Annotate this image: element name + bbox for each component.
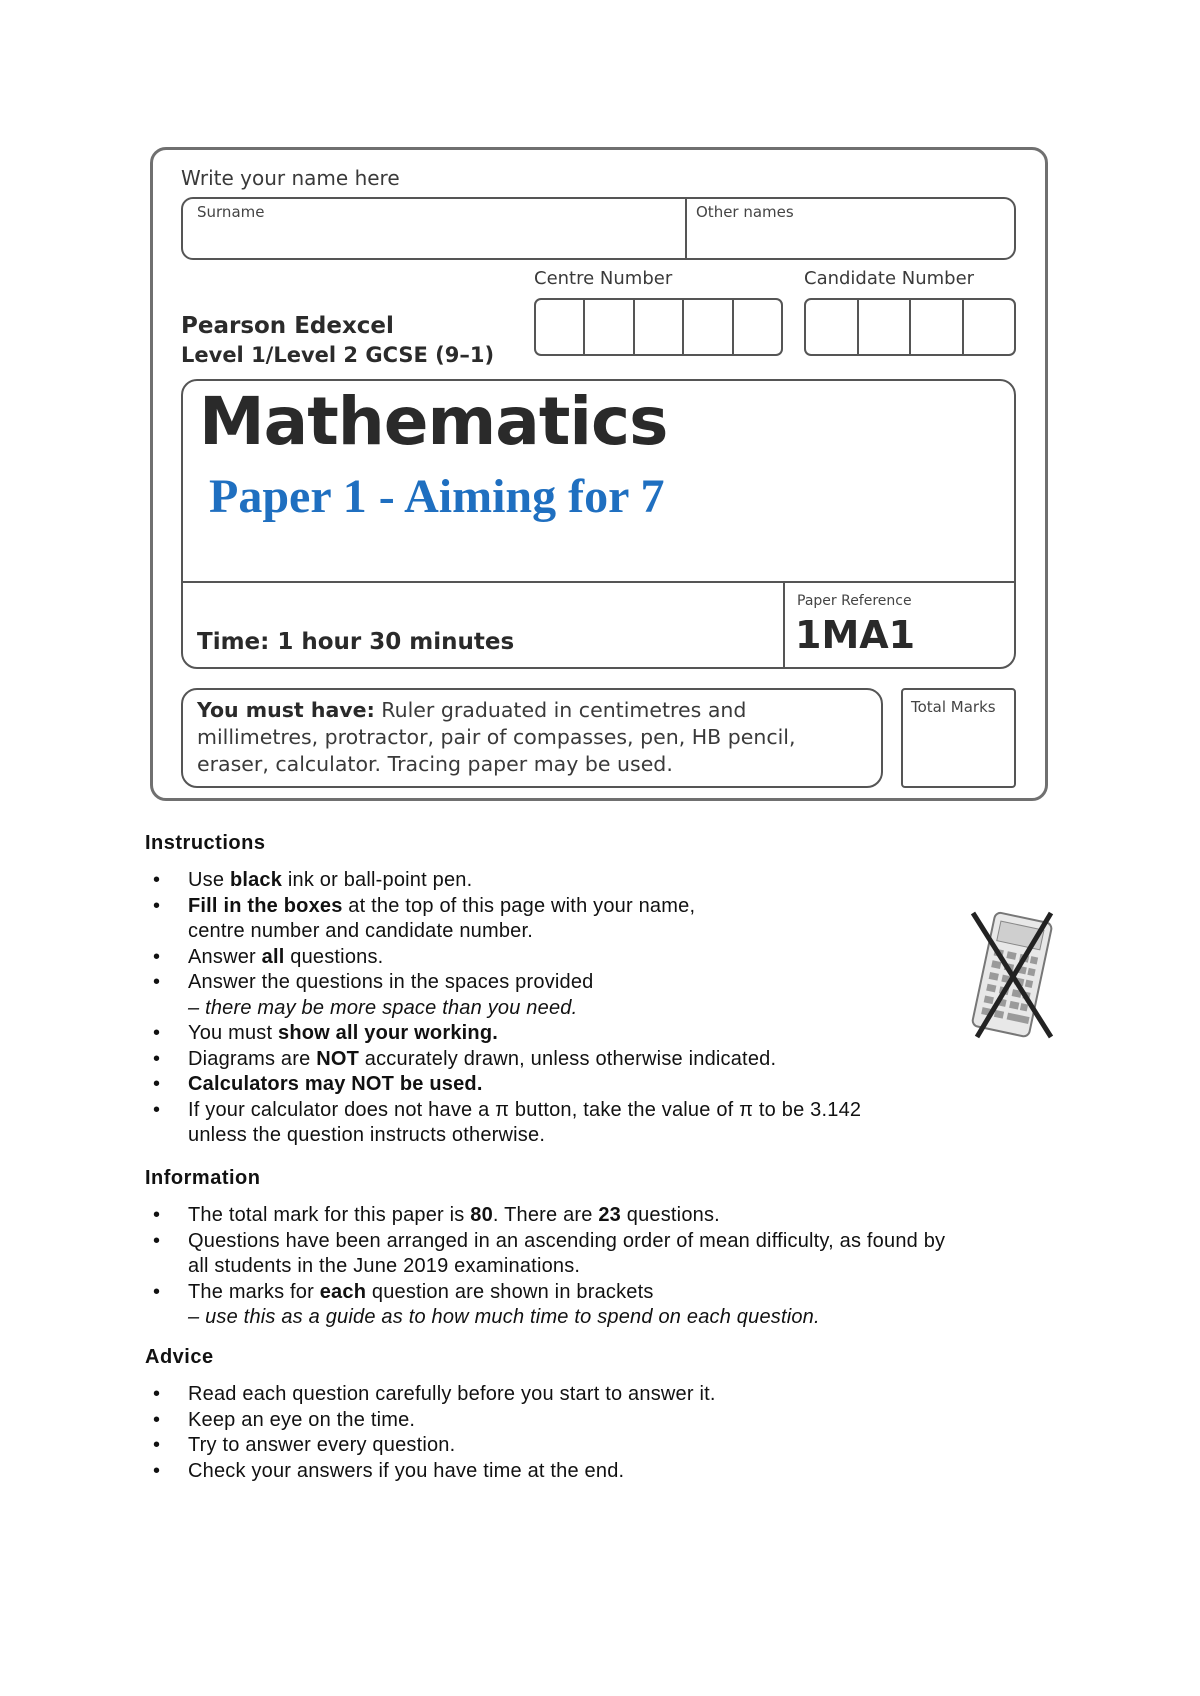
paper-reference-label: Paper Reference (797, 593, 912, 609)
surname-label: Surname (197, 203, 265, 221)
must-have-label: You must have: (197, 698, 375, 722)
instructions-heading: Instructions (145, 832, 266, 854)
candidate-number-cell[interactable] (909, 300, 962, 354)
qualification-level: Level 1/Level 2 GCSE (9–1) (181, 343, 495, 367)
divider-line (183, 581, 1014, 583)
cover-box (150, 147, 1048, 801)
must-have-box (181, 688, 883, 788)
list-item: • Answer all questions. (153, 945, 384, 968)
list-item: • Keep an eye on the time. (153, 1408, 416, 1431)
centre-number-label: Centre Number (534, 268, 673, 289)
centre-number-cell[interactable] (536, 300, 583, 354)
divider-line (783, 581, 785, 667)
candidate-number-cell[interactable] (857, 300, 910, 354)
candidate-number-cell[interactable] (962, 300, 1015, 354)
subject-box (181, 379, 1016, 669)
information-list (145, 1203, 1045, 1331)
advice-list (145, 1382, 1045, 1484)
information-heading: Information (145, 1167, 261, 1189)
paper-title: Paper 1 - Aiming for 7 (209, 470, 665, 523)
list-item: • Fill in the boxes at the top of this page with your name, centre number and candidate number. (153, 894, 696, 942)
paper-reference: 1MA1 (795, 613, 916, 657)
list-item: • Diagrams are NOT accurately drawn, unless otherwise indicated. (153, 1047, 777, 1070)
candidate-number-label: Candidate Number (804, 268, 975, 289)
list-item: • Answer the questions in the spaces provided – there may be more space than you need. (153, 971, 594, 1019)
instructions-section (145, 832, 1045, 1149)
total-marks-box (901, 688, 1016, 788)
advice-heading: Advice (145, 1346, 214, 1368)
other-names-label: Other names (696, 203, 794, 221)
centre-number-cell[interactable] (682, 300, 731, 354)
list-item: • Read each question carefully before you start to answer it. (153, 1383, 716, 1405)
list-item: • Check your answers if you have time at the end. (153, 1459, 625, 1482)
list-item: • You must show all your working. (153, 1022, 499, 1044)
information-section (145, 1167, 1045, 1331)
centre-number-cell[interactable] (732, 300, 781, 354)
name-box (181, 197, 1016, 260)
name-divider (685, 199, 687, 258)
list-item: • Use black ink or ball-point pen. (153, 869, 473, 891)
list-item: • If your calculator does not have a π button, take the value of π to be 3.142 unless the question instructs otherwise. (153, 1098, 862, 1146)
no-calculator-icon (965, 905, 1063, 1045)
instructions-list (145, 868, 1045, 1149)
list-item: • Calculators may NOT be used. (153, 1073, 483, 1095)
list-item: • The marks for each question are shown in brackets – use this as a guide as to how much time to spend on each question. (153, 1280, 820, 1328)
subject-title: Mathematics (199, 383, 668, 460)
advice-section (145, 1346, 1045, 1484)
candidate-number-cell[interactable] (806, 300, 857, 354)
list-item: • Try to answer every question. (153, 1434, 456, 1456)
list-item: • The total mark for this paper is 80. There are 23 questions. (153, 1204, 720, 1226)
centre-number-boxes[interactable] (534, 298, 783, 356)
centre-number-cell[interactable] (633, 300, 682, 354)
candidate-number-boxes[interactable] (804, 298, 1016, 356)
must-have-text: Ruler graduated in centimetres and millimetres, protractor, pair of compasses, pen, HB pencil, eraser, calculator. Tracing paper may be used. (197, 698, 796, 776)
write-name-label: Write your name here (181, 166, 400, 190)
list-item: • Questions have been arranged in an ascending order of mean difficulty, as found by all students in the June 2019 examinations. (153, 1229, 946, 1277)
centre-number-cell[interactable] (583, 300, 632, 354)
total-marks-label: Total Marks (911, 698, 996, 716)
exam-time: Time: 1 hour 30 minutes (197, 629, 515, 655)
exam-board: Pearson Edexcel (181, 313, 394, 339)
